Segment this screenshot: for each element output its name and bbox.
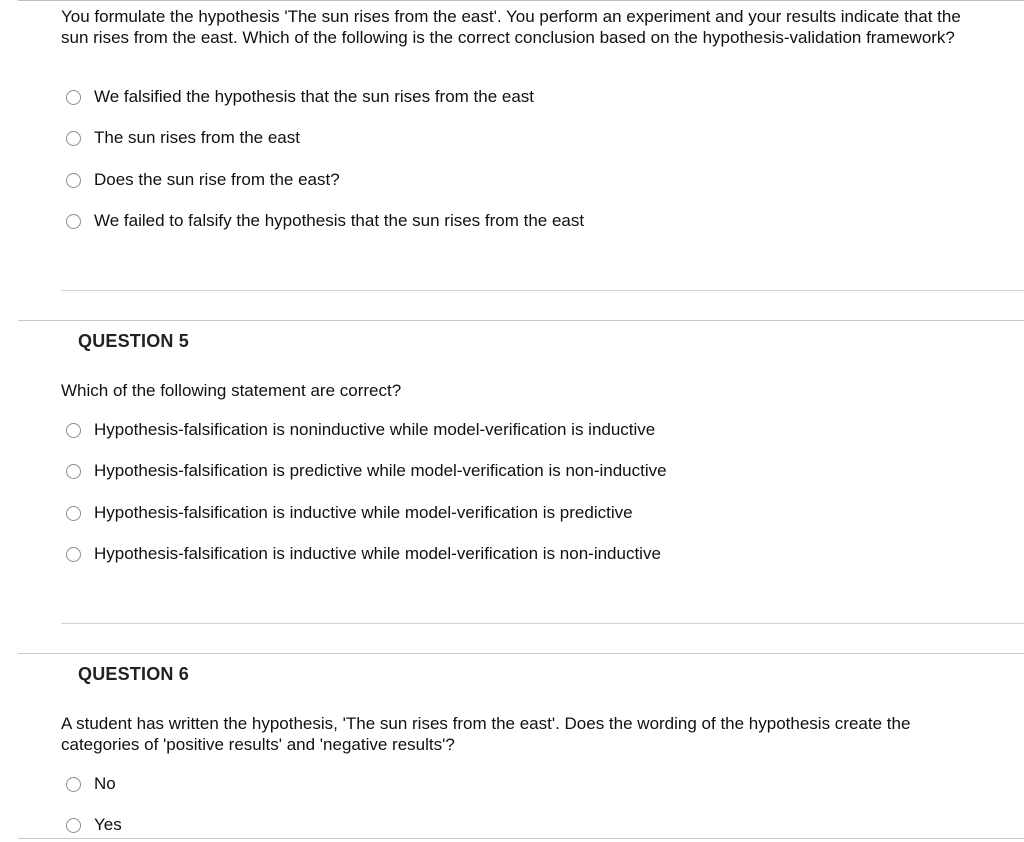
radio-button[interactable] xyxy=(66,131,81,146)
question-4-footer-divider xyxy=(61,290,1024,291)
option-label: Hypothesis-falsification is noninductive while model-verification is inductive xyxy=(94,420,656,439)
q6-option-1[interactable] xyxy=(66,773,116,795)
q5-option-3[interactable] xyxy=(66,502,633,524)
radio-button[interactable] xyxy=(66,173,81,188)
question-5-prompt: Which of the following statement are correct? xyxy=(61,381,402,400)
radio-button[interactable] xyxy=(66,423,81,438)
option-label: We falsified the hypothesis that the sun rises from the east xyxy=(94,87,535,106)
option-label: We failed to falsify the hypothesis that the sun rises from the east xyxy=(94,211,585,230)
radio-button[interactable] xyxy=(66,214,81,229)
radio-button[interactable] xyxy=(66,547,81,562)
option-label: Does the sun rise from the east? xyxy=(94,170,340,189)
q5-option-4[interactable] xyxy=(66,543,661,565)
q4-option-4[interactable] xyxy=(66,210,584,232)
question-5-footer-divider xyxy=(61,623,1024,624)
question-6-heading: QUESTION 6 xyxy=(78,664,190,684)
radio-button[interactable] xyxy=(66,818,81,833)
q6-option-2[interactable] xyxy=(66,814,122,836)
question-5-heading: QUESTION 5 xyxy=(78,331,190,351)
q4-option-2[interactable] xyxy=(66,127,300,149)
option-label: Yes xyxy=(94,815,122,834)
question-6-prompt: A student has written the hypothesis, 'The sun rises from the east'. Does the wording of the hypothesis create the categories of 'positive results' and 'negative results'? xyxy=(61,714,911,754)
radio-button[interactable] xyxy=(66,506,81,521)
q5-option-1[interactable] xyxy=(66,419,655,441)
q4-option-1[interactable] xyxy=(66,86,534,108)
question-divider xyxy=(18,320,1024,321)
option-label: Hypothesis-falsification is inductive while model-verification is non-inductive xyxy=(94,544,661,563)
option-label: No xyxy=(94,774,116,793)
option-label: The sun rises from the east xyxy=(94,128,300,147)
question-divider xyxy=(18,838,1024,839)
radio-button[interactable] xyxy=(66,90,81,105)
q5-option-2[interactable] xyxy=(66,460,667,482)
question-4-prompt: You formulate the hypothesis 'The sun rises from the east'. You perform an experiment and your results indicate that the sun rises from the east. Which of the following is the correct conclusion based on the hypothesis-validation framework? xyxy=(61,7,961,47)
question-divider xyxy=(18,653,1024,654)
q4-option-3[interactable] xyxy=(66,169,340,191)
top-divider xyxy=(18,0,1024,1)
radio-button[interactable] xyxy=(66,464,81,479)
option-label: Hypothesis-falsification is predictive while model-verification is non-inductive xyxy=(94,461,667,480)
radio-button[interactable] xyxy=(66,777,81,792)
option-label: Hypothesis-falsification is inductive while model-verification is predictive xyxy=(94,503,633,522)
